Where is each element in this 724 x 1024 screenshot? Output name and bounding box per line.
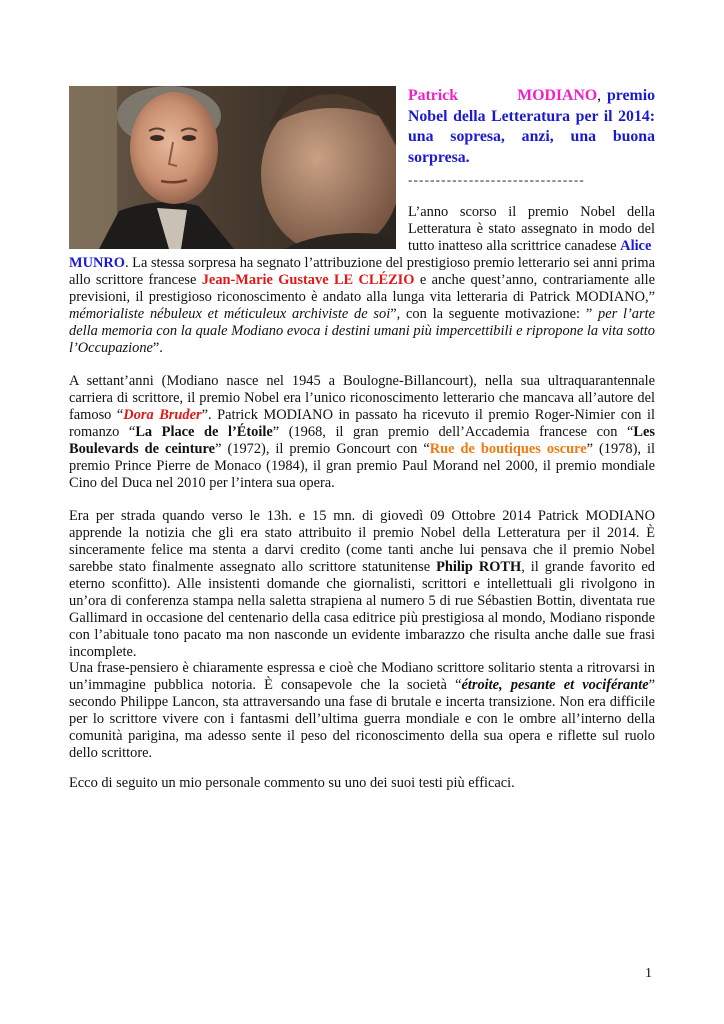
author-photo <box>69 86 396 249</box>
intro-author-name: Alice <box>620 238 652 254</box>
p2-text-3: ” (1968, il gran premio dell’Accademia francese con “ <box>272 424 634 440</box>
p2-text-2: ”. Patrick MODIANO in passato ha ricevuto il premio Roger-Nimier con il romanzo “ <box>69 407 655 440</box>
intro-paragraph <box>408 204 655 255</box>
article-title <box>408 86 655 168</box>
book-boulevards: Les Boulevards de ceinture <box>69 424 655 457</box>
title-separator: -------------------------------- <box>408 172 585 187</box>
p2-text-5: ” (1978), il premio Prince Pierre de Monaco (1984), il gran premio Paul Morand nel 2000, il premio mondiale Cino del Duca nel 2010 per l’intera sua opera. <box>69 441 655 491</box>
book-dora-bruder: Dora Bruder <box>123 407 202 423</box>
p1-text-3: ”, con la seguente motivazione: ” <box>390 306 599 322</box>
p3-text-2: , il grande favorito ed eterno sconfitto). Alle insistenti domande che giornalisti, scrittori e intellettuali gli rivolgono in un’ora di conferenza stampa nella saletta strapiena al numero 5 di rue Sébastien Bottin, diventata rue Gallimard in occasione del centenario della casa editrice più prestigiosa al mondo, Modiano risponde con l’abituale tono pacato ma non nasconde un evidente imbarazzo che risulta anche dalle sue frasi incomplete. <box>69 559 655 660</box>
author-munro: MUNRO <box>69 255 125 271</box>
title-name: Patrick <box>408 87 459 104</box>
author-le-clezio: Jean-Marie Gustave LE CLÉZIO <box>201 272 415 288</box>
title-surname: MODIANO <box>517 87 598 104</box>
title-comma: , <box>597 87 602 104</box>
page-number: 1 <box>645 966 652 981</box>
author-philip-roth: Philip ROTH <box>436 559 522 575</box>
p4-text-2: ” secondo Philippe Lancon, sta attraversando una fase di brutale e incerta transizione. Non era difficile per lo scrittore vivere con i fantasmi dell’ultima guerra mondiale e con le ombre all’interno della comunità parigina, ma adesso sente il peso del riconoscimento della sua opera e riflette sul ruolo dello scrittore. <box>69 677 655 761</box>
p4-text-1: Una frase-pensiero è chiaramente espressa e cioè che Modiano scrittore solitario stenta a ritrovarsi in un’immagine pubblica notoria. È consapevole che la società “ <box>69 660 655 693</box>
quote-etroite: étroite, pesante et vociférante <box>461 677 649 693</box>
p1-text-2: e anche quest’anno, contrariamente alle previsioni, il prestigioso riconoscimento è andato alla lunga vita letteraria di Patrick MODIANO,” <box>69 272 656 305</box>
p1-text-4: ”. <box>152 340 163 356</box>
quote-memorialiste: mémorialiste nébuleux et méticuleux archiviste de soi <box>69 306 391 322</box>
p1-text-1: . La stessa sorpresa ha segnato l’attribuzione del prestigioso premio letterario sei anni prima allo scrittore francese <box>69 255 655 288</box>
author-portrait-image <box>69 86 396 249</box>
paragraph-5: Ecco di seguito un mio personale commento su uno dei suoi testi più efficaci. <box>69 775 515 791</box>
p3-text-1: Era per strada quando verso le 13h. e 15 mn. di giovedì 09 Ottobre 2014 Patrick MODIANO apprende la notizia che gli era stato attribuito il premio Nobel della Letteratura per il 2014. È sinceramente felice ma stenta a darvi credito (come tanti anche lui pensava che il premio Nobel sarebbe stato finalmente assegnato allo scrittore statunitense <box>69 508 655 575</box>
paragraph-4 <box>69 660 655 762</box>
book-rue-boutiques: Rue de boutiques oscure <box>429 441 587 457</box>
paragraph-1 <box>69 255 655 357</box>
p2-text-4: ” (1972), il premio Goncourt con “ <box>215 441 430 457</box>
paragraph-2 <box>69 373 655 492</box>
p2-text-1: A settant’anni (Modiano nasce nel 1945 a Boulogne-Billancourt), nella sua ultraquarantennale carriera di scrittore, il premio Nobel era l’unico riconoscimento letterario che mancava all’autore del famoso “ <box>69 373 655 423</box>
nobel-motivation: per l’arte della memoria con la quale Modiano evoca i destini umani più impercettibili e ripropone la vita sotto l’Occupazione <box>69 306 655 356</box>
book-place-etoile: La Place de l’Étoile <box>135 424 273 440</box>
intro-text: L’anno scorso il premio Nobel della Letteratura è stato assegnato in modo del tutto inatteso alla scrittrice canadese <box>408 204 655 254</box>
title-rest: premio Nobel della Letteratura per il 2014: una sopresa, anzi, una buona sorpresa. <box>408 87 655 166</box>
paragraph-3 <box>69 508 655 661</box>
